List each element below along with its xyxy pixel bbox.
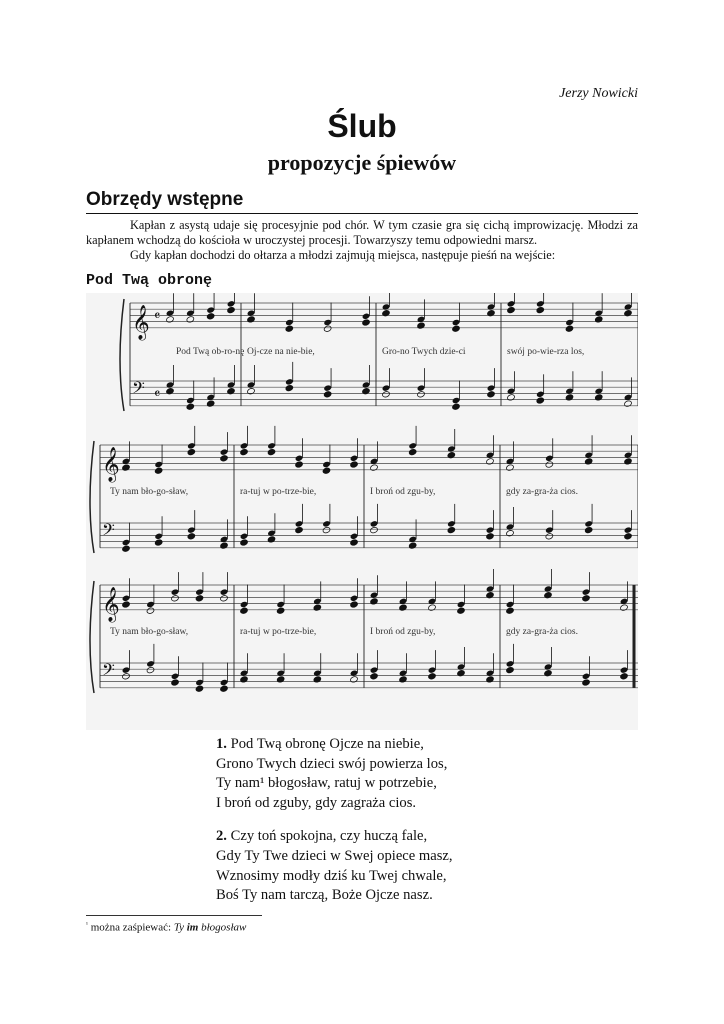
verse-line: Gdy Ty Twe dzieci w Swej opiece masz,	[216, 847, 453, 864]
note-head	[295, 455, 304, 462]
note-head	[620, 673, 629, 680]
verse-number: 2.	[216, 828, 227, 845]
note-head	[362, 319, 371, 326]
note-head	[457, 601, 466, 608]
note-head	[584, 452, 593, 459]
verses	[216, 735, 453, 920]
note-head	[154, 461, 163, 468]
bass-clef-icon: 𝄢	[102, 519, 115, 544]
note-head	[350, 601, 359, 608]
note-head	[285, 378, 294, 385]
note-head	[171, 673, 180, 680]
note-head	[295, 526, 304, 533]
note-head	[323, 391, 332, 398]
note-head	[594, 394, 603, 401]
note-head	[240, 442, 249, 449]
note-head	[285, 384, 294, 391]
note-head	[171, 679, 180, 686]
note-head	[545, 526, 554, 533]
note-head	[582, 588, 591, 595]
note-head	[428, 673, 437, 680]
note-head	[322, 467, 331, 474]
note-head	[122, 545, 131, 552]
note-head	[382, 391, 391, 398]
verse-line: Ty nam¹ błogosław, ratuj w potrzebie,	[216, 775, 437, 792]
note-head	[565, 394, 574, 401]
note-head	[506, 523, 515, 530]
note-head	[122, 539, 131, 546]
note-head	[506, 666, 515, 673]
note-head	[487, 384, 496, 391]
note-head	[220, 542, 229, 549]
note-head	[506, 660, 515, 667]
note-head	[295, 520, 304, 527]
note-head	[122, 464, 131, 471]
note-head	[544, 592, 553, 599]
note-head	[507, 306, 516, 313]
page-subtitle: propozycje śpiewów	[267, 150, 457, 175]
note-head	[267, 530, 276, 537]
note-head	[370, 666, 379, 673]
note-head	[195, 679, 204, 686]
note-head	[370, 526, 379, 533]
note-head	[146, 660, 155, 667]
note-head	[195, 595, 204, 602]
note-head	[399, 676, 408, 683]
note-head	[428, 604, 437, 611]
note-head	[447, 452, 456, 459]
note-head	[227, 388, 236, 395]
verse-line: Grono Twych dzieci swój powierza los,	[216, 755, 448, 772]
note-head	[267, 448, 276, 455]
score-lyric: I broń od zgu-by,	[370, 627, 436, 637]
note-head	[322, 520, 331, 527]
verse-line: Wznosimy modły dziś ku Twej chwale,	[216, 867, 447, 884]
note-head	[276, 607, 285, 614]
note-head	[624, 458, 633, 465]
note-head	[323, 325, 332, 332]
note-head	[382, 384, 391, 391]
score-notation	[86, 293, 638, 730]
note-head	[370, 673, 379, 680]
note-head	[240, 533, 249, 540]
note-head	[486, 452, 495, 459]
score-lyric: I broń od zgu-by,	[370, 487, 436, 497]
note-head	[452, 397, 461, 404]
note-head	[285, 319, 294, 326]
note-head	[536, 397, 545, 404]
score-lyric: Gro-no Twych dzie-ci	[382, 347, 466, 357]
note-head	[166, 388, 175, 395]
note-head	[220, 595, 229, 602]
note-head	[220, 455, 229, 462]
note-head	[594, 316, 603, 323]
note-head	[247, 381, 256, 388]
song-title: Pod Twą obronę	[86, 272, 213, 289]
intro-paragraph-1: Kapłan z asystą udaje się procesyjnie pod chór. W tym czasie gra się cichą improwizację. Młodzi za kapłanem wchodzą do kościoła w uroczystej procesji. Towarzyszy temu odpowiedni marsz.	[86, 218, 638, 247]
note-head	[408, 448, 417, 455]
note-head	[166, 381, 175, 388]
page-title: Ślub	[327, 108, 397, 144]
note-head	[594, 310, 603, 317]
note-head	[323, 319, 332, 326]
note-head	[536, 300, 545, 307]
score-lyric: swój po-wie-rza los,	[507, 347, 585, 357]
footnote-marker: ¹	[86, 921, 88, 928]
score-lyric: gdy za-gra-ża cios.	[506, 627, 579, 637]
verse-line: I broń od zguby, gdy zagraża cios.	[216, 794, 417, 811]
note-head	[620, 666, 629, 673]
note-head	[486, 585, 495, 592]
note-head	[362, 313, 371, 320]
note-head	[565, 388, 574, 395]
note-head	[417, 322, 426, 329]
note-head	[624, 533, 633, 540]
note-head	[370, 520, 379, 527]
note-head	[447, 445, 456, 452]
note-head	[382, 310, 391, 317]
note-head	[399, 670, 408, 677]
note-head	[220, 679, 229, 686]
score-lyric: ra-tuj w po-trze-bie,	[240, 487, 317, 497]
note-head	[186, 397, 195, 404]
note-head	[506, 607, 515, 614]
note-head	[350, 455, 359, 462]
note-head	[122, 601, 131, 608]
note-head	[240, 676, 249, 683]
note-head	[146, 601, 155, 608]
time-signature-icon: 𝄴	[154, 308, 161, 325]
note-head	[220, 448, 229, 455]
verse-line: Boś Ty nam tarczą, Boże Ojcze nasz.	[216, 887, 433, 904]
note-head	[582, 679, 591, 686]
note-head	[624, 310, 633, 317]
note-head	[507, 394, 516, 401]
note-head	[507, 300, 516, 307]
score-lyric: Ty nam bło-go-sław,	[110, 487, 189, 497]
note-head	[195, 588, 204, 595]
treble-clef-icon: 𝄞	[102, 586, 120, 622]
note-head	[544, 670, 553, 677]
note-head	[240, 539, 249, 546]
footnote	[86, 921, 246, 934]
note-head	[276, 676, 285, 683]
note-head	[195, 685, 204, 692]
note-head	[220, 588, 229, 595]
verse-2	[216, 827, 453, 905]
note-head	[322, 526, 331, 533]
note-head	[267, 442, 276, 449]
note-head	[350, 676, 359, 683]
note-head	[206, 306, 215, 313]
note-head	[240, 670, 249, 677]
note-head	[536, 391, 545, 398]
note-head	[350, 533, 359, 540]
note-head	[313, 670, 322, 677]
note-head	[146, 666, 155, 673]
note-head	[452, 325, 461, 332]
section-heading: Obrzędy wstępne	[86, 189, 638, 214]
verse-number: 1.	[216, 736, 227, 752]
note-head	[620, 604, 629, 611]
note-head	[322, 461, 331, 468]
note-head	[584, 520, 593, 527]
note-head	[545, 533, 554, 540]
note-head	[624, 452, 633, 459]
note-head	[370, 598, 379, 605]
note-head	[370, 592, 379, 599]
note-head	[267, 536, 276, 543]
note-head	[206, 394, 215, 401]
score-lyric: Pod Twą ob-ro-nę	[176, 347, 245, 357]
note-head	[186, 310, 195, 317]
note-head	[323, 384, 332, 391]
footnote-text: można zaśpiewać:	[87, 921, 174, 934]
note-head	[545, 461, 554, 468]
note-head	[370, 464, 379, 471]
note-head	[220, 536, 229, 543]
note-head	[487, 303, 496, 310]
score-lyric: gdy za-gra-ża cios.	[506, 487, 579, 497]
note-head	[417, 316, 426, 323]
note-head	[584, 526, 593, 533]
note-head	[428, 666, 437, 673]
note-head	[486, 526, 495, 533]
note-head	[247, 316, 256, 323]
note-head	[240, 448, 249, 455]
note-head	[220, 685, 229, 692]
note-head	[417, 391, 426, 398]
note-head	[624, 400, 633, 407]
score-lyric: Ty nam bło-go-sław,	[110, 627, 189, 637]
note-head	[382, 303, 391, 310]
brace	[120, 299, 124, 411]
note-head	[506, 601, 515, 608]
note-head	[624, 303, 633, 310]
note-head	[313, 604, 322, 611]
note-head	[452, 319, 461, 326]
note-head	[276, 670, 285, 677]
note-head	[624, 394, 633, 401]
note-head	[565, 325, 574, 332]
note-head	[544, 585, 553, 592]
note-head	[457, 607, 466, 614]
note-head	[545, 455, 554, 462]
note-head	[206, 400, 215, 407]
note-head	[362, 381, 371, 388]
treble-clef-icon: 𝄞	[102, 446, 120, 482]
note-head	[399, 604, 408, 611]
score-lyric: Oj-cze na nie-bie,	[247, 347, 315, 357]
author: Jerzy Nowicki	[559, 86, 638, 101]
note-head	[486, 533, 495, 540]
note-head	[487, 391, 496, 398]
note-head	[227, 306, 236, 313]
music-score	[86, 293, 638, 730]
bass-clef-icon: 𝄢	[102, 659, 115, 684]
note-head	[506, 530, 515, 537]
note-head	[240, 601, 249, 608]
note-head	[428, 598, 437, 605]
time-signature-icon: 𝄴	[154, 386, 161, 403]
note-head	[276, 601, 285, 608]
note-head	[506, 464, 515, 471]
note-head	[122, 595, 131, 602]
note-head	[122, 458, 131, 465]
note-head	[186, 403, 195, 410]
note-head	[408, 442, 417, 449]
note-head	[486, 676, 495, 683]
note-head	[370, 458, 379, 465]
note-head	[187, 442, 196, 449]
note-head	[624, 526, 633, 533]
note-head	[247, 310, 256, 317]
note-head	[313, 598, 322, 605]
intro-paragraph-2: Gdy kapłan dochodzi do ołtarza a młodzi zajmują miejsca, następuje pieśń na wejście:	[130, 248, 556, 262]
note-head	[447, 526, 456, 533]
note-head	[408, 542, 417, 549]
note-head	[486, 670, 495, 677]
note-head	[122, 666, 131, 673]
note-head	[565, 319, 574, 326]
note-head	[486, 458, 495, 465]
note-head	[486, 592, 495, 599]
note-head	[362, 388, 371, 395]
note-head	[171, 595, 180, 602]
note-head	[487, 310, 496, 317]
note-head	[187, 526, 196, 533]
note-head	[171, 588, 180, 595]
note-head	[247, 388, 256, 395]
note-head	[154, 467, 163, 474]
note-head	[594, 388, 603, 395]
note-head	[285, 325, 294, 332]
note-head	[457, 663, 466, 670]
verse-1	[216, 735, 453, 813]
note-head	[399, 598, 408, 605]
brace	[90, 581, 94, 693]
note-head	[506, 458, 515, 465]
note-head	[206, 313, 215, 320]
note-head	[166, 316, 175, 323]
note-head	[620, 598, 629, 605]
note-head	[146, 607, 155, 614]
note-head	[507, 388, 516, 395]
note-head	[417, 384, 426, 391]
note-head	[313, 676, 322, 683]
note-head	[350, 595, 359, 602]
note-head	[536, 306, 545, 313]
note-head	[227, 300, 236, 307]
bass-clef-icon: 𝄢	[132, 377, 145, 402]
note-head	[350, 670, 359, 677]
score-lyric: ra-tuj w po-trze-bie,	[240, 627, 317, 637]
note-head	[227, 381, 236, 388]
note-head	[240, 607, 249, 614]
note-head	[122, 673, 131, 680]
note-head	[582, 595, 591, 602]
verse-line: Czy toń spokojna, czy huczą fale,	[230, 828, 428, 845]
footnote-example: Ty im błogosław	[173, 921, 247, 934]
note-head	[457, 670, 466, 677]
note-head	[166, 310, 175, 317]
note-head	[447, 520, 456, 527]
verse-line: Pod Twą obronę Ojcze na niebie,	[230, 736, 424, 752]
note-head	[582, 673, 591, 680]
note-head	[187, 533, 196, 540]
footnote-rule	[86, 915, 262, 916]
intro-text	[86, 218, 638, 263]
note-head	[544, 663, 553, 670]
note-head	[350, 461, 359, 468]
note-head	[452, 403, 461, 410]
note-head	[408, 536, 417, 543]
note-head	[154, 539, 163, 546]
note-head	[186, 316, 195, 323]
note-head	[350, 539, 359, 546]
note-head	[187, 448, 196, 455]
treble-clef-icon: 𝄞	[132, 304, 150, 340]
note-head	[584, 458, 593, 465]
note-head	[154, 533, 163, 540]
note-head	[295, 461, 304, 468]
brace	[90, 441, 94, 553]
